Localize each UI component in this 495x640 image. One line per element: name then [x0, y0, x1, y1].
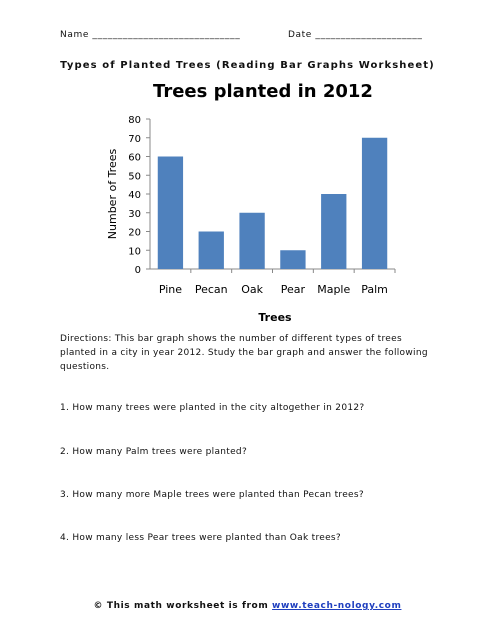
x-tick-label: Oak [241, 283, 263, 296]
x-axis-label: Trees [258, 311, 292, 324]
footer-prefix: © This math worksheet is from [93, 601, 273, 611]
bar-pear [280, 250, 305, 269]
y-axis-label: Number of Trees [106, 148, 119, 240]
name-field: Name _____________________________ [60, 30, 241, 40]
question-3: 3. How many more Maple trees were planted than Pecan trees? [60, 490, 364, 500]
footer-link[interactable]: www.teach-nology.com [272, 601, 402, 611]
question-4: 4. How many less Pear trees were planted than Oak trees? [60, 533, 341, 543]
y-tick-label: 30 [128, 208, 141, 220]
bar-maple [321, 194, 346, 269]
question-1: 1. How many trees were planted in the city altogether in 2012? [60, 403, 365, 413]
y-tick-label: 70 [128, 133, 141, 145]
footer [0, 601, 495, 611]
worksheet-title: Types of Planted Trees (Reading Bar Graphs Worksheet) [60, 60, 435, 71]
y-tick-label: 10 [128, 246, 141, 258]
question-2: 2. How many Palm trees were planted? [60, 447, 248, 457]
y-tick-label: 50 [128, 171, 141, 183]
x-tick-label: Palm [361, 283, 388, 296]
bar-chart-svg [0, 75, 495, 325]
x-tick-label: Pear [280, 283, 306, 296]
bar-chart [0, 75, 495, 325]
y-tick-label: 40 [128, 190, 141, 201]
bar-pine [158, 157, 183, 270]
directions-text: Directions: This bar graph shows the number of different types of trees planted in a city in year 2012. Study the bar graph and answer the following questions. [60, 334, 428, 372]
y-tick-label: 80 [128, 115, 141, 126]
bar-palm [362, 138, 387, 269]
bar-oak [239, 213, 264, 269]
y-tick-label: 0 [134, 265, 141, 276]
x-tick-label: Pine [158, 283, 183, 296]
x-tick-label: Maple [317, 283, 351, 296]
x-tick-label: Pecan [194, 283, 228, 296]
bar-pecan [199, 232, 224, 270]
chart-title: Trees planted in 2012 [153, 81, 373, 102]
date-field: Date _____________________ [288, 30, 423, 40]
y-tick-label: 20 [128, 227, 141, 239]
y-tick-label: 60 [128, 152, 141, 164]
